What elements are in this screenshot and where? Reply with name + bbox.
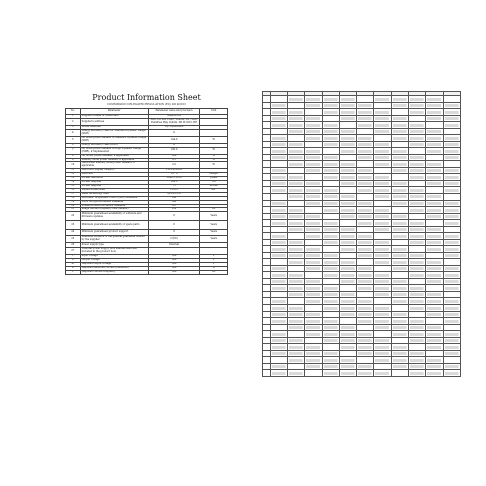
row-number: 7 (66, 147, 81, 154)
row-number: 8 (66, 154, 81, 158)
row-parameter: External power supply (non standardised and included in the product box) (80, 248, 148, 255)
row-number: 9 (66, 158, 81, 162)
row-number: 5 (66, 137, 81, 144)
row-parameter: Energy efficiency class for Standard Dynamic Range (SDR) (80, 130, 148, 137)
header-unit: Unit (200, 109, 228, 115)
row-number: 15 (66, 185, 81, 189)
row-unit: W (200, 158, 228, 162)
table-row (66, 162, 228, 169)
row-parameter: Supplier's address (80, 118, 148, 126)
row-parameter: Automatic Brightness Control (ABC) available (80, 196, 148, 200)
row-unit (200, 130, 228, 137)
grid-cell (288, 370, 305, 377)
row-parameter: Size ratio (80, 173, 148, 177)
row-value: 8 (148, 221, 200, 230)
row-parameter: Standby mode power demand, if applicable (80, 158, 148, 162)
table-row (66, 130, 228, 137)
grid-cell (339, 370, 356, 377)
row-unit: Hz (200, 208, 228, 212)
row-unit: W (200, 162, 228, 169)
row-value: 0.5 (148, 158, 200, 162)
row-number: 26 (66, 243, 81, 248)
row-value: Internal (148, 243, 200, 248)
grid-cell (443, 370, 460, 377)
row-number: ii (66, 259, 81, 263)
header-value: Parameter value and precision (148, 109, 200, 115)
row-number: 11 (66, 169, 81, 173)
row-parameter: Screen diagonal (80, 181, 148, 185)
row-unit: dm² (200, 188, 228, 192)
grid-cell (263, 370, 271, 377)
row-number: 25 (66, 236, 81, 243)
grid-cell (391, 370, 408, 377)
row-value: QLED LCD (148, 192, 200, 196)
row-unit: V (200, 255, 228, 259)
row-value: TELEVISION (148, 169, 200, 173)
row-value: TQ75Q60BAUX (148, 126, 200, 130)
row-parameter: Minimum guaranteed availability of software and firmware updates (80, 212, 148, 221)
row-number: 24 (66, 230, 81, 236)
row-parameter: Voice recognition sensor available (80, 200, 148, 204)
table-row (66, 248, 228, 255)
grid-row (263, 370, 461, 377)
row-value: 75 (148, 185, 200, 189)
row-parameter: Image refresh frequency rate (default) (80, 208, 148, 212)
row-parameter: Minimum guaranteed product support (80, 230, 148, 236)
row-unit (200, 248, 228, 255)
row-unit: W (200, 154, 228, 158)
row-unit: inches (200, 185, 228, 189)
row-value: 190.0 (148, 147, 200, 154)
table-row (66, 147, 228, 154)
spreadsheet-grid-page (262, 91, 461, 377)
row-parameter: Networked standby mode power demand, if applicable (80, 162, 148, 169)
row-parameter: Minimum guaranteed availability of spare parts (80, 221, 148, 230)
row-parameter: Panel technology used (80, 192, 148, 196)
table-row (66, 212, 228, 221)
row-value: SAMSUNG (148, 115, 200, 119)
row-value: 8 (148, 212, 200, 221)
row-value: N/A (148, 259, 200, 263)
row-number: 21 (66, 208, 81, 212)
row-unit: pixels (200, 177, 228, 181)
header-no: No. (66, 109, 81, 115)
row-parameter: Minimum duration of the general guarantee offered by the supplier (80, 236, 148, 243)
row-number: iii (66, 262, 81, 266)
row-parameter: Required delivered current (minimum) (80, 266, 148, 270)
grid-cell (357, 370, 374, 377)
row-number: 2 (66, 118, 81, 126)
row-unit: cm (200, 181, 228, 185)
table-row (66, 270, 228, 274)
row-value: Yes (148, 200, 200, 204)
header-parameter: Parameter (80, 109, 148, 115)
row-value: N/A (148, 154, 200, 158)
row-parameter: Visible screen area (80, 188, 148, 192)
row-value: G (148, 130, 200, 137)
sheet-title: Product Information Sheet (92, 93, 201, 102)
grid-cell (409, 370, 426, 377)
row-number: 16 (66, 188, 81, 192)
row-number: 18 (66, 196, 81, 200)
row-parameter: Off mode, power demand, if applicable (80, 154, 148, 158)
table-row (66, 118, 228, 126)
row-value: 8 (148, 230, 200, 236)
row-unit: Years (200, 221, 228, 230)
row-value: N/A (148, 266, 200, 270)
row-value: No (148, 204, 200, 208)
row-number: 27 (66, 248, 81, 255)
row-parameter: Input voltage (80, 255, 148, 259)
table-row (66, 236, 228, 243)
data-grid (262, 91, 461, 377)
row-parameter: Required output voltage (80, 262, 148, 266)
row-parameter: On mode power demand in High Dynamic Range (HDR), if implemented (80, 147, 148, 154)
grid-cell (322, 370, 339, 377)
row-value: 120 (148, 208, 200, 212)
row-parameter: Energy efficiency class (HDR) (80, 143, 148, 147)
row-number: 14 (66, 181, 81, 185)
row-number: 13 (66, 177, 81, 181)
row-value: Yes (148, 196, 200, 200)
grid-cell (426, 370, 443, 377)
row-parameter: Presence detection sensor available (80, 204, 148, 208)
row-unit: V (200, 259, 228, 263)
row-number: 17 (66, 192, 81, 196)
row-parameter: Required current frequency (80, 270, 148, 274)
product-information-sheet (65, 91, 228, 396)
row-parameter: Electronic display category (80, 169, 148, 173)
row-value: 1532.3 (148, 188, 200, 192)
product-info-table (65, 108, 228, 275)
row-parameter: Model identifier (80, 126, 148, 130)
row-unit: Years (200, 236, 228, 243)
row-number: 1 (66, 115, 81, 119)
row-number: iv (66, 266, 81, 270)
row-unit: integer (200, 173, 228, 177)
row-number: 22 (66, 212, 81, 221)
row-parameter: On mode power demand in Standard Dynamic Range (SDR) (81, 136, 147, 143)
row-number: v (66, 270, 81, 274)
row-number: 12 (66, 173, 81, 177)
row-value: 2.0 (148, 162, 200, 169)
row-unit: W (200, 137, 228, 144)
row-parameter: Screen diagonal (80, 185, 148, 189)
row-value: 2 (EU) (148, 236, 200, 243)
grid-cell (374, 370, 391, 377)
row-value: 16 : 9 (148, 173, 200, 177)
row-unit: Hz (200, 270, 228, 274)
row-value: N/A (148, 262, 200, 266)
table-row (66, 221, 228, 230)
table-row (66, 137, 228, 144)
grid-cell (270, 370, 287, 377)
row-parameter: Supplier's name or trade mark (80, 115, 148, 119)
row-value: 144.0 (148, 137, 200, 144)
row-number: 3 (66, 126, 81, 130)
row-value (148, 248, 200, 255)
row-unit: Years (200, 212, 228, 221)
row-unit: Years (200, 230, 228, 236)
row-parameter: Power supply type (80, 243, 148, 248)
sheet-subtitle: COMMISSION DELEGATED REGULATION (EU) 2019/2013 (107, 103, 186, 106)
row-unit: V (200, 262, 228, 266)
row-unit (200, 118, 228, 126)
row-number: i (66, 255, 81, 259)
row-number: 23 (66, 221, 81, 230)
row-value: G (148, 143, 200, 147)
row-parameter: Screen resolution (80, 177, 148, 181)
row-number: 20 (66, 204, 81, 208)
row-value: N/A (148, 255, 200, 259)
row-value: N/A (148, 270, 200, 274)
row-number: 10 (66, 162, 81, 169)
row-parameter: Output voltage (80, 259, 148, 263)
row-unit: W (200, 147, 228, 154)
row-number: 6 (66, 143, 81, 147)
grid-cell (305, 370, 322, 377)
row-number: 4 (66, 130, 81, 137)
row-value: 2201 PO Box 12987, Dublin, D2 / 2201 Dumfries Way, Dublin, D8 W, DO2, HE (148, 118, 200, 126)
row-number: 19 (66, 200, 81, 204)
row-value: 189.3 (148, 181, 200, 185)
row-unit: A (200, 266, 228, 270)
row-value: 3840 x 2160 (148, 177, 200, 181)
